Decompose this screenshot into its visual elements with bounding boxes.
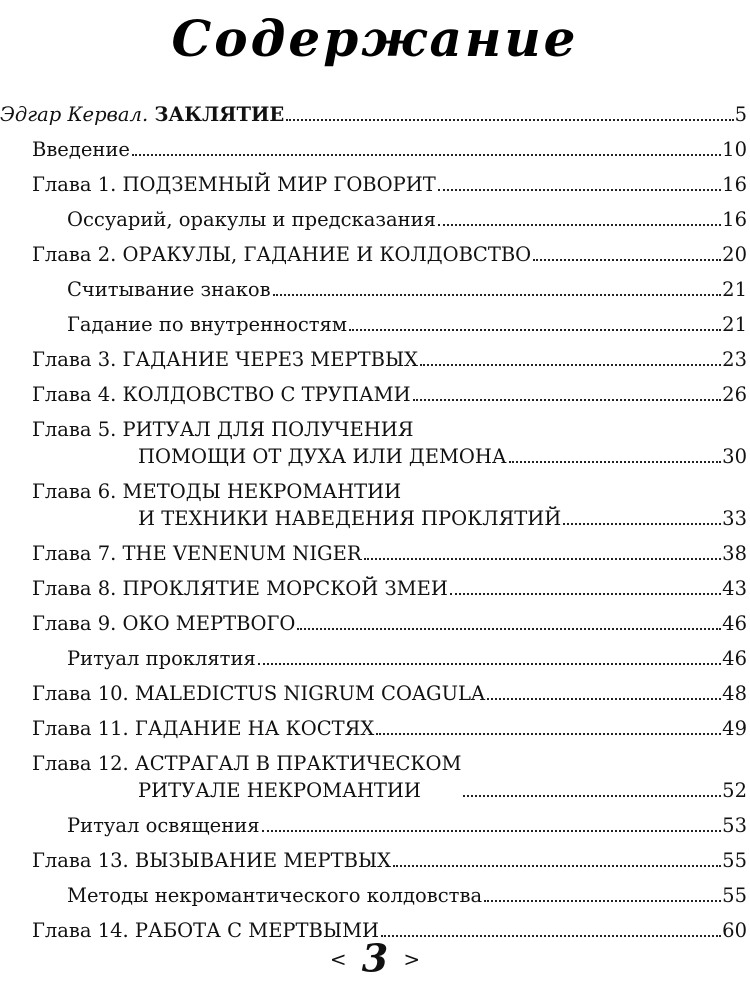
dot-leader (450, 593, 721, 595)
toc-entry-page: 16 (722, 208, 747, 231)
page-number: 3 (361, 935, 389, 981)
toc-entry-page: 20 (722, 243, 747, 266)
toc-entry-page: 46 (722, 612, 747, 635)
toc-entry-page: 33 (722, 507, 747, 530)
dot-leader (484, 900, 721, 902)
toc-entry-title: Глава 8. ПРОКЛЯТИЕ МОРСКОЙ ЗМЕИ (32, 577, 448, 600)
toc-entry-title-line2: РИТУАЛЕ НЕКРОМАНТИИ (138, 779, 421, 802)
toc-entry-title: Глава 9. ОКО МЕРТВОГО (32, 612, 296, 635)
toc-entry-title: Считывание знаков (67, 278, 271, 301)
dot-leader (286, 119, 733, 121)
page-footer (0, 935, 750, 981)
dot-leader (364, 558, 722, 560)
toc-entry-title-line2: ПОМОЩИ ОТ ДУХА ИЛИ ДЕМОНА (138, 445, 507, 468)
dot-leader (420, 364, 721, 366)
toc-entry (0, 377, 750, 412)
toc-entry-book-title: ЗАКЛЯТИЕ (154, 103, 285, 126)
toc-entry (0, 97, 750, 132)
toc-entry-title: Глава 4. КОЛДОВСТВО С ТРУПАМИ (32, 383, 411, 406)
dot-leader (376, 733, 721, 735)
toc-entry-page: 23 (722, 348, 747, 371)
toc-entry-title: Глава 2. ОРАКУЛЫ, ГАДАНИЕ И КОЛДОВСТВО (32, 243, 532, 266)
dot-leader (509, 461, 721, 463)
toc-entry (0, 412, 750, 474)
dot-leader (487, 698, 721, 700)
toc-entry-page: 30 (722, 445, 747, 468)
toc-entry-page: 26 (722, 383, 747, 406)
dot-leader (132, 154, 721, 156)
toc-entry (0, 808, 750, 843)
toc-entry (0, 676, 750, 711)
toc-entry-page: 55 (722, 884, 747, 907)
dot-leader (262, 830, 722, 832)
toc-entry (0, 272, 750, 307)
toc-entry (0, 536, 750, 571)
toc-entry-title-line1: Глава 5. РИТУАЛ ДЛЯ ПОЛУЧЕНИЯ (32, 418, 414, 441)
toc-entry (0, 307, 750, 342)
toc-entry (0, 202, 750, 237)
toc-entry-title: Методы некромантического колдовства (67, 884, 483, 907)
toc-entry-page: 46 (722, 647, 747, 670)
toc-entry-page: 21 (722, 278, 747, 301)
dot-leader (413, 399, 722, 401)
toc-entry-page: 52 (722, 779, 747, 802)
toc-entry-page: 5 (734, 103, 747, 126)
toc-entry-page: 16 (722, 173, 747, 196)
toc-entry-page: 55 (722, 849, 747, 872)
toc-entry-page: 21 (722, 313, 747, 336)
toc-entry (0, 132, 750, 167)
toc-entry-page: 38 (722, 542, 747, 565)
table-of-contents (0, 97, 750, 948)
dot-leader (273, 294, 722, 296)
toc-entry (0, 746, 750, 808)
toc-entry-title: Гадание по внутренностям (67, 313, 348, 336)
toc-entry-title: Глава 13. ВЫЗЫВАНИЕ МЕРТВЫХ (32, 849, 392, 872)
dot-leader (393, 865, 721, 867)
toc-entry (0, 843, 750, 878)
toc-entry-title (32, 416, 507, 470)
toc-entry-page: 60 (722, 919, 747, 942)
dot-leader (533, 259, 721, 261)
footer-left-bracket: < (329, 946, 347, 971)
toc-entry-title: Ритуал освящения (67, 814, 260, 837)
dot-leader (349, 329, 721, 331)
dot-leader (438, 189, 721, 191)
dot-leader (438, 224, 721, 226)
toc-entry (0, 641, 750, 676)
toc-entry-page: 43 (722, 577, 747, 600)
toc-entry-title: Оссуарий, оракулы и предсказания (67, 208, 436, 231)
dot-leader (258, 663, 721, 665)
toc-entry-title-line1: Глава 6. МЕТОДЫ НЕКРОМАНТИИ (32, 480, 402, 503)
toc-entry-page: 49 (722, 717, 747, 740)
toc-entry-title: Глава 14. РАБОТА С МЕРТВЫМИ (32, 919, 380, 942)
toc-entry-title (0, 101, 284, 128)
page-title: Содержание (171, 9, 579, 68)
toc-entry (0, 878, 750, 913)
dot-leader (381, 935, 721, 937)
toc-entry-title: Введение (32, 138, 130, 161)
toc-entry-author: Эдгар Кервал. (0, 103, 149, 126)
toc-entry-title: Глава 7. THE VENENUM NIGER (32, 542, 362, 565)
toc-entry (0, 711, 750, 746)
toc-entry-page: 53 (722, 814, 747, 837)
toc-entry-page: 48 (722, 682, 747, 705)
toc-entry (0, 571, 750, 606)
toc-entry-title-line1: Глава 12. АСТРАГАЛ В ПРАКТИЧЕСКОМ (32, 752, 462, 775)
dot-leader (297, 628, 721, 630)
toc-entry-title (32, 750, 461, 804)
footer-right-bracket: > (403, 946, 421, 971)
toc-entry (0, 167, 750, 202)
dot-leader (463, 795, 721, 797)
toc-entry (0, 342, 750, 377)
toc-entry-title: Глава 11. ГАДАНИЕ НА КОСТЯХ (32, 717, 375, 740)
toc-entry (0, 237, 750, 272)
toc-entry-title: Глава 3. ГАДАНИЕ ЧЕРЕЗ МЕРТВЫХ (32, 348, 419, 371)
dot-leader (563, 523, 721, 525)
toc-entry (0, 474, 750, 536)
toc-entry-title (32, 478, 561, 532)
toc-entry-title: Глава 10. MALEDICTUS NIGRUM COAGULA (32, 682, 486, 705)
toc-entry-title: Глава 1. ПОДЗЕМНЫЙ МИР ГОВОРИТ (32, 173, 436, 196)
toc-entry-title-line2: И ТЕХНИКИ НАВЕДЕНИЯ ПРОКЛЯТИЙ (138, 507, 562, 530)
toc-entry (0, 606, 750, 641)
toc-entry-title: Ритуал проклятия (67, 647, 256, 670)
toc-entry-page: 10 (722, 138, 747, 161)
